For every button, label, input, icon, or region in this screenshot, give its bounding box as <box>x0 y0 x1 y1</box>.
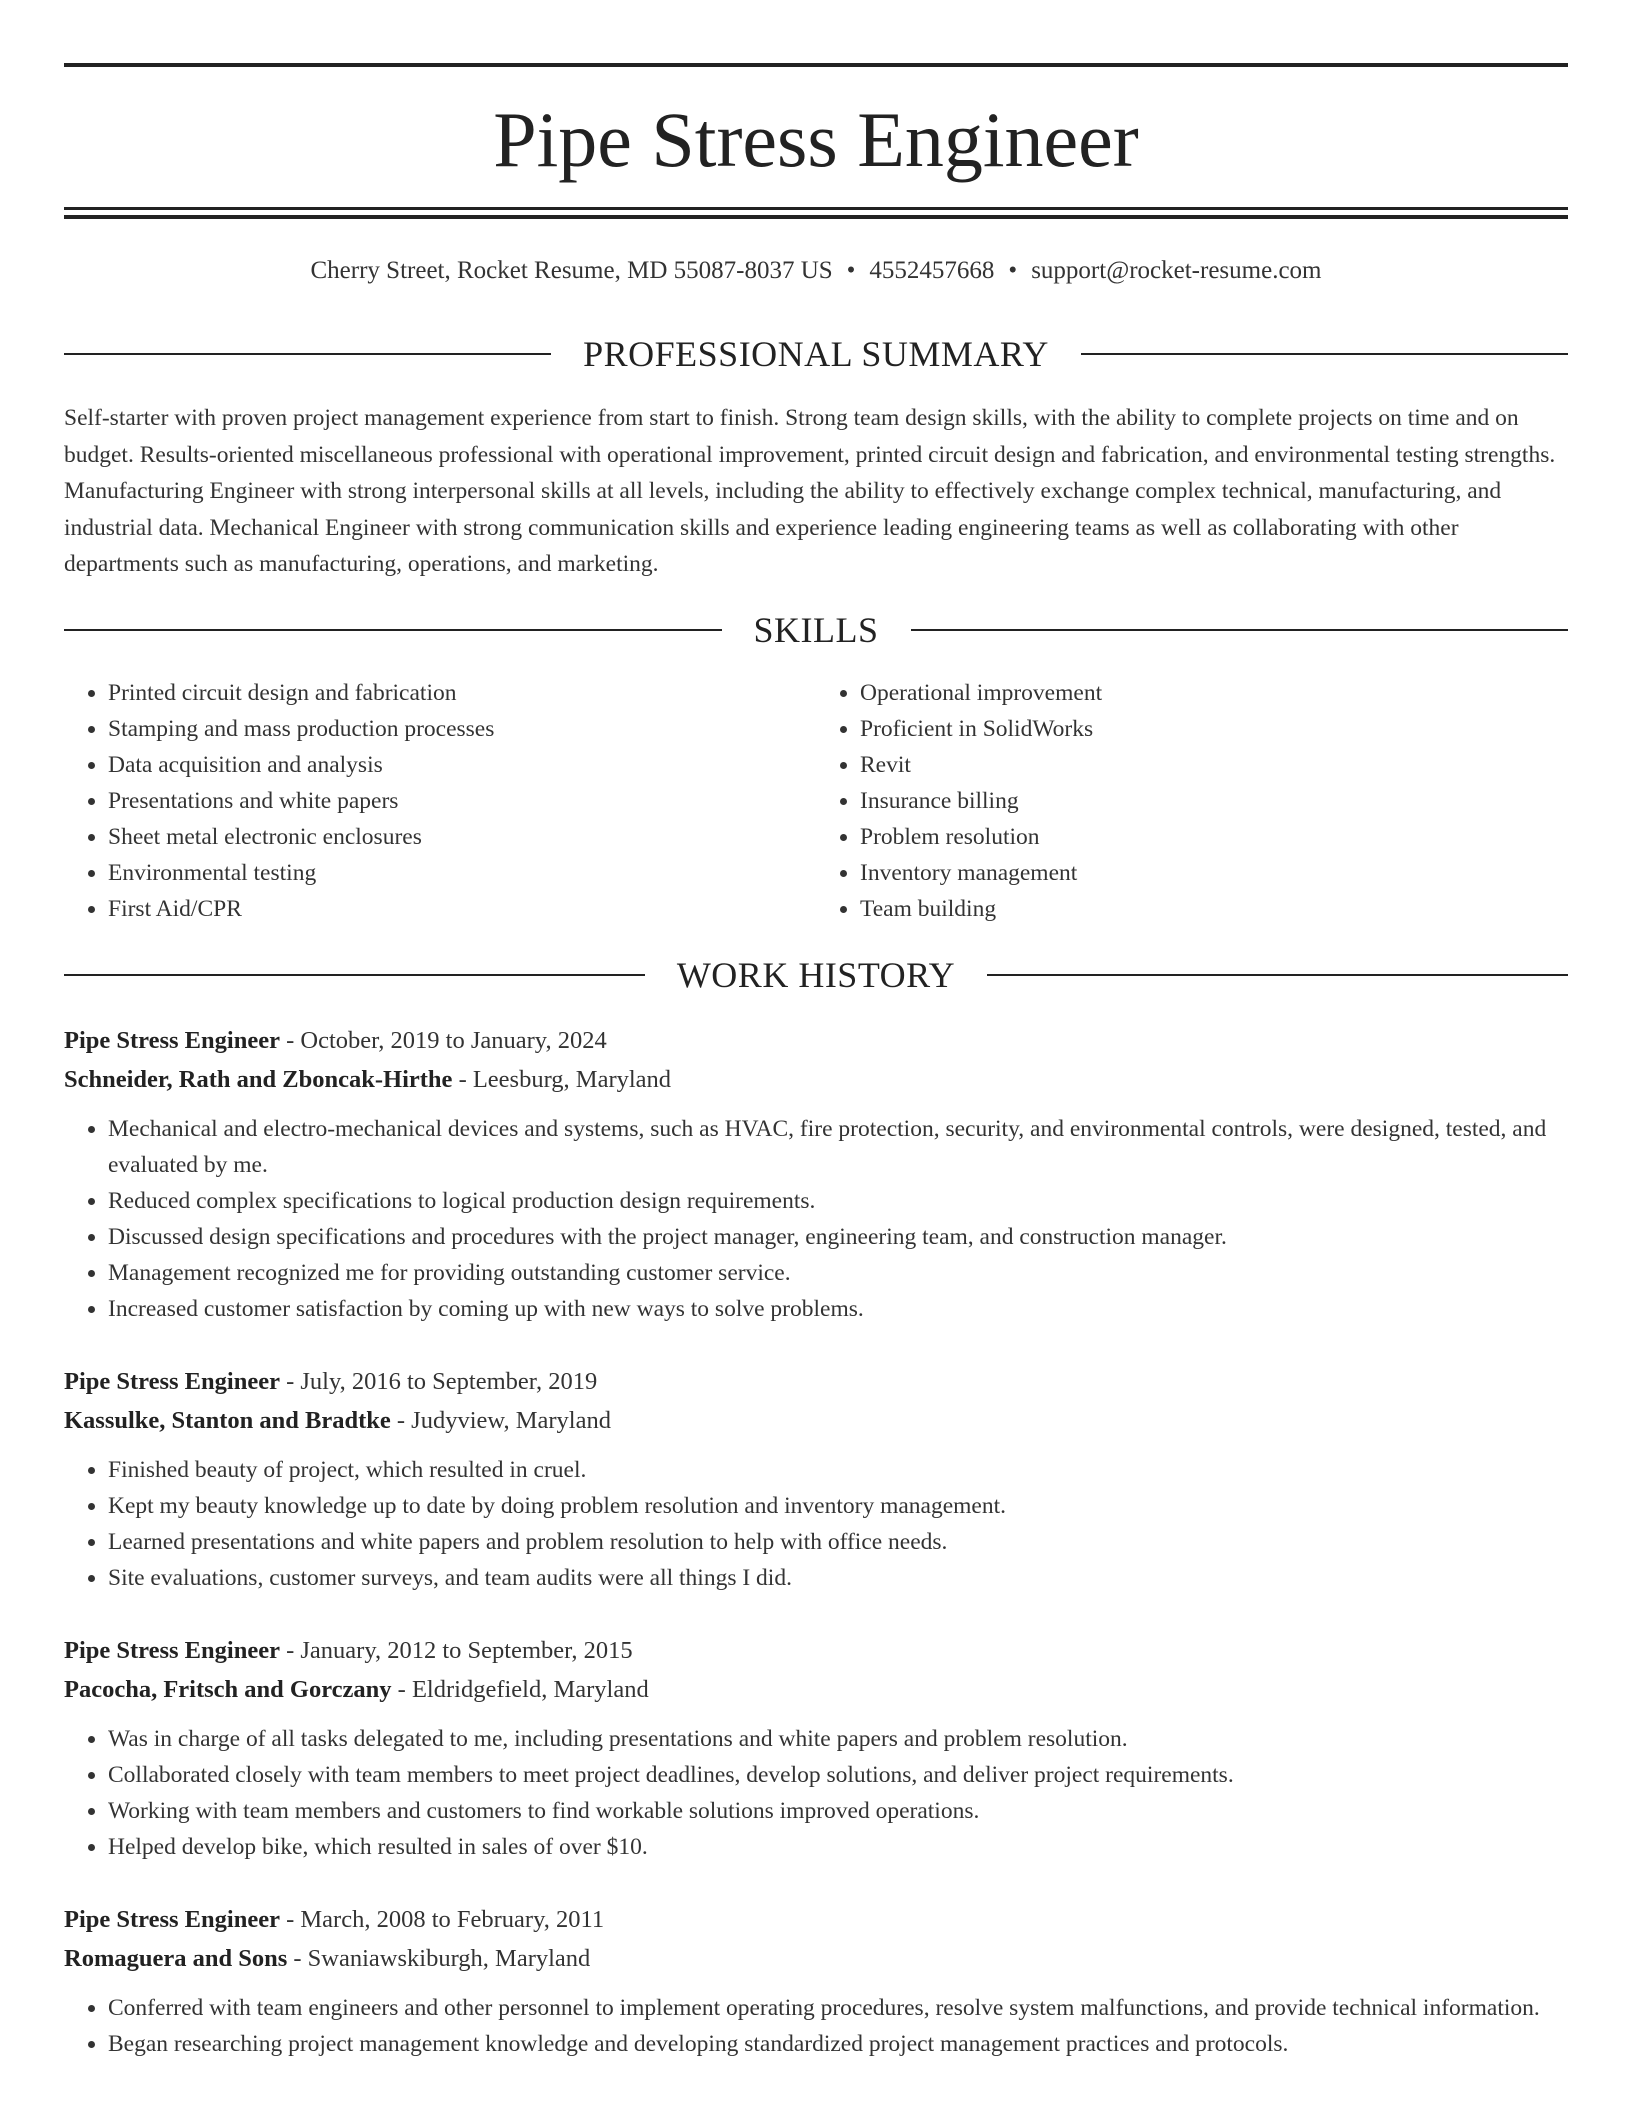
job-location: - Judyview, Maryland <box>390 1407 611 1434</box>
skill-item: • Inventory management <box>860 855 1568 891</box>
job-company-line <box>64 1401 1568 1440</box>
job-bullet: • Helped develop bike, which resulted in sales of over $10. <box>108 1829 1568 1865</box>
job-company: Pacocha, Fritsch and Gorczany <box>64 1676 392 1703</box>
job-dates: - March, 2008 to February, 2011 <box>279 1906 605 1933</box>
contact-separator: • <box>1008 257 1018 284</box>
job-bullets <box>64 1990 1568 2062</box>
resume-title: Pipe Stress Engineer <box>493 96 1139 183</box>
summary-text: Self-starter with proven project management experience from start to finish. Strong team design skills, with the ability to complete projects on time and on budget. Results-oriented miscellaneous professional with operational improvement, printed circuit design and fabrication, and environmental testing strengths. Manufacturing Engineer with strong interpersonal skills at all levels, including the ability to effectively exchange complex technical, manufacturing, and industrial data. Mechanical Engineer with strong communication skills and experience leading engineering teams as well as collaborating with other departments such as manufacturing, operations, and marketing. <box>64 405 1556 577</box>
skill-item: • Presentations and white papers <box>108 783 816 819</box>
skills-heading-label: SKILLS <box>753 610 879 650</box>
skill-item: • Stamping and mass production processes <box>108 711 816 747</box>
job-entry <box>64 1631 1568 1865</box>
job-bullet: • Management recognized me for providing outstanding customer service. <box>108 1255 1568 1291</box>
job-entry <box>64 1021 1568 1327</box>
skill-item: • Team building <box>860 891 1568 927</box>
job-company: Romaguera and Sons <box>64 1945 288 1972</box>
contact-separator: • <box>846 257 856 284</box>
job-bullet: • Site evaluations, customer surveys, and team audits were all things I did. <box>108 1560 1568 1596</box>
job-location: - Eldridgefield, Maryland <box>391 1676 649 1703</box>
job-bullet: • Reduced complex specifications to logical production design requirements. <box>108 1183 1568 1219</box>
job-company-line <box>64 1060 1568 1099</box>
job-bullet: • Discussed design specifications and procedures with the project manager, engineering team, and construction manager. <box>108 1219 1568 1255</box>
job-title-line <box>64 1631 1568 1670</box>
skill-item: • Environmental testing <box>108 855 816 891</box>
job-title: Pipe Stress Engineer <box>64 1368 280 1395</box>
work-history-heading <box>64 955 1568 995</box>
summary-heading-label: PROFESSIONAL SUMMARY <box>583 334 1049 374</box>
job-entry <box>64 1900 1568 2062</box>
job-bullets <box>64 1111 1568 1327</box>
job-dates: - January, 2012 to September, 2015 <box>279 1637 633 1664</box>
job-title-line <box>64 1362 1568 1401</box>
job-bullet: • Was in charge of all tasks delegated to me, including presentations and white papers and problem resolution. <box>108 1721 1568 1757</box>
job-bullet: • Learned presentations and white papers and problem resolution to help with office needs. <box>108 1524 1568 1560</box>
heading-rule-left <box>64 974 645 976</box>
skill-item: • Sheet metal electronic enclosures <box>108 819 816 855</box>
job-bullet: • Collaborated closely with team members to meet project deadlines, develop solutions, and deliver project requirements. <box>108 1757 1568 1793</box>
job-bullet: • Finished beauty of project, which resulted in cruel. <box>108 1452 1568 1488</box>
job-title: Pipe Stress Engineer <box>64 1906 280 1933</box>
skill-item: • First Aid/CPR <box>108 891 816 927</box>
job-entry <box>64 1362 1568 1596</box>
skill-item: • Printed circuit design and fabrication <box>108 675 816 711</box>
skill-item: • Operational improvement <box>860 675 1568 711</box>
contact-address: Cherry Street, Rocket Resume, MD 55087-8037 US <box>310 257 833 284</box>
heading-rule-right <box>1081 353 1568 355</box>
top-rule <box>64 63 1568 67</box>
job-bullet: • Kept my beauty knowledge up to date by doing problem resolution and inventory management. <box>108 1488 1568 1524</box>
job-company-line <box>64 1939 1568 1978</box>
job-dates: - October, 2019 to January, 2024 <box>279 1027 607 1054</box>
job-bullet: • Increased customer satisfaction by coming up with new ways to solve problems. <box>108 1291 1568 1327</box>
heading-rule-left <box>64 629 722 631</box>
skill-item: • Insurance billing <box>860 783 1568 819</box>
job-title-line <box>64 1900 1568 1939</box>
heading-rule-left <box>64 353 551 355</box>
title-double-rule <box>64 207 1568 219</box>
job-location: - Swaniawskiburgh, Maryland <box>287 1945 591 1972</box>
job-title: Pipe Stress Engineer <box>64 1637 280 1664</box>
skills-heading <box>64 610 1568 650</box>
job-bullets <box>64 1452 1568 1596</box>
job-bullet: • Mechanical and electro-mechanical devices and systems, such as HVAC, fire protection, security, and environmental controls, were designed, tested, and evaluated by me. <box>108 1111 1568 1183</box>
skills-columns <box>64 675 1568 927</box>
skills-list-left <box>64 675 816 927</box>
skill-item: • Problem resolution <box>860 819 1568 855</box>
job-company-line <box>64 1670 1568 1709</box>
skill-item: • Proficient in SolidWorks <box>860 711 1568 747</box>
job-bullet: • Began researching project management knowledge and developing standardized project management practices and protocols. <box>108 2026 1568 2062</box>
job-title-line <box>64 1021 1568 1060</box>
skills-list-right <box>816 675 1568 927</box>
summary-heading <box>64 334 1568 374</box>
job-title: Pipe Stress Engineer <box>64 1027 280 1054</box>
job-bullets <box>64 1721 1568 1865</box>
job-company: Schneider, Rath and Zboncak-Hirthe <box>64 1066 453 1093</box>
job-location: - Leesburg, Maryland <box>452 1066 672 1093</box>
contact-email: support@rocket-resume.com <box>1031 257 1322 284</box>
contact-line <box>64 253 1568 289</box>
job-bullet: • Conferred with team engineers and other personnel to implement operating procedures, resolve system malfunctions, and provide technical information. <box>108 1990 1568 2026</box>
heading-rule-right <box>911 629 1569 631</box>
skill-item: • Data acquisition and analysis <box>108 747 816 783</box>
heading-rule-right <box>987 974 1568 976</box>
job-dates: - July, 2016 to September, 2019 <box>279 1368 598 1395</box>
contact-phone: 4552457668 <box>869 257 995 284</box>
work-history-heading-label: WORK HISTORY <box>676 955 956 995</box>
job-bullet: • Working with team members and customers to find workable solutions improved operations. <box>108 1793 1568 1829</box>
job-company: Kassulke, Stanton and Bradtke <box>64 1407 391 1434</box>
skill-item: • Revit <box>860 747 1568 783</box>
